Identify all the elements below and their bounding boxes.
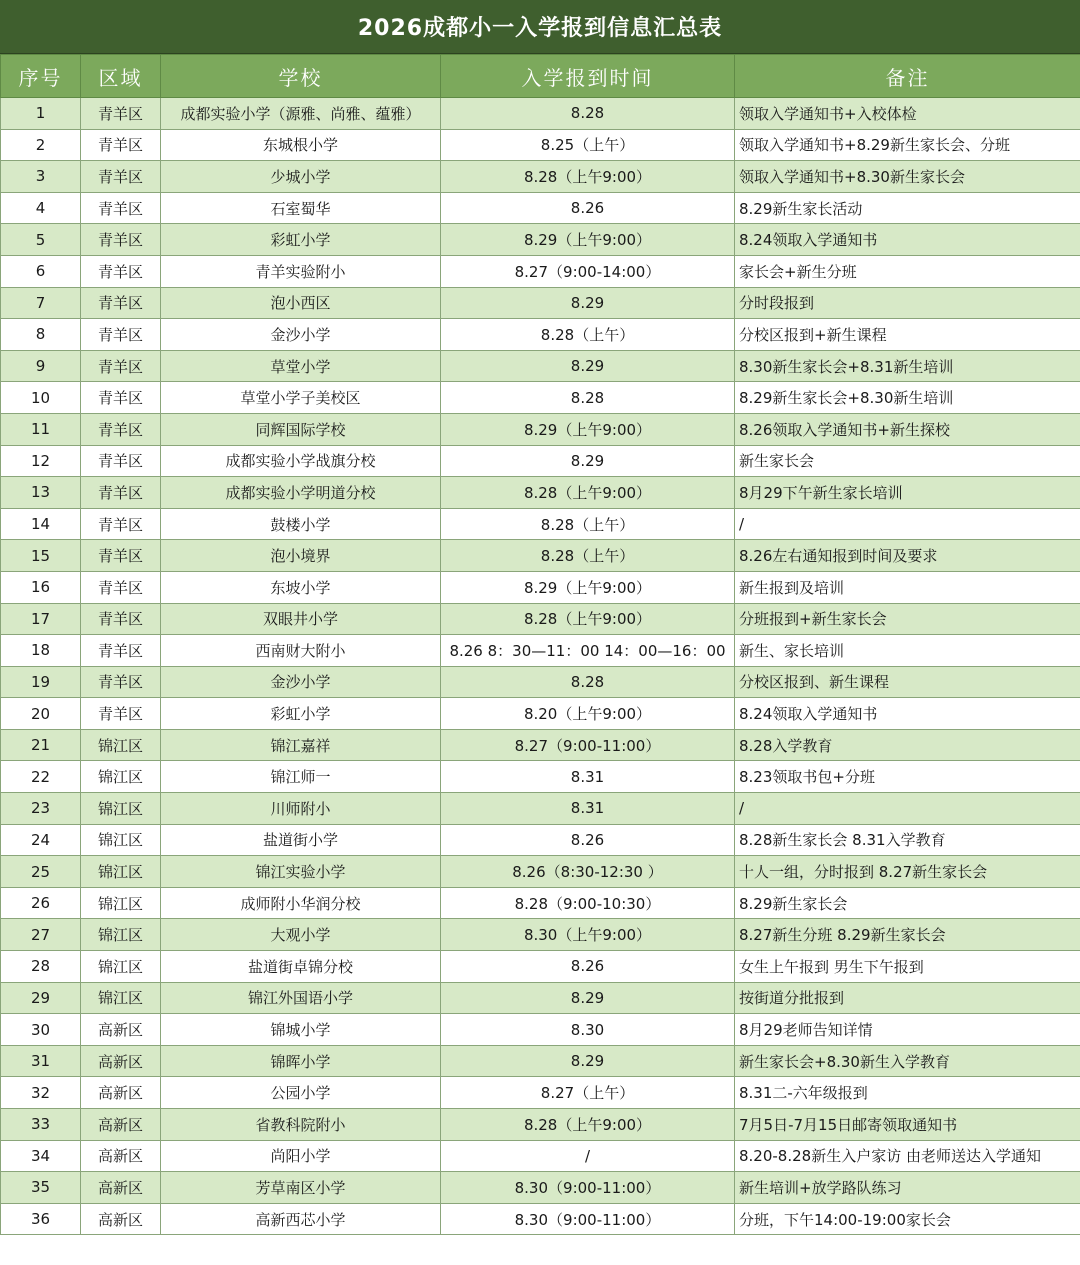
cell-report-time: 8.29: [441, 445, 735, 477]
cell-report-time: 8.30（上午9:00）: [441, 919, 735, 951]
cell-district: 青羊区: [81, 666, 161, 698]
table-body: [1, 98, 1080, 1235]
cell-report-time: 8.26: [441, 192, 735, 224]
cell-notes: 按街道分批报到: [735, 982, 1080, 1014]
table-row: [1, 508, 1080, 540]
cell-district: 高新区: [81, 1045, 161, 1077]
cell-report-time: 8.26 8：30—11：00 14：00—16：00: [441, 635, 735, 667]
cell-serial: 32: [1, 1077, 81, 1109]
cell-district: 青羊区: [81, 603, 161, 635]
cell-notes: 8月29下午新生家长培训: [735, 477, 1080, 509]
cell-district: 青羊区: [81, 287, 161, 319]
cell-notes: 新生报到及培训: [735, 571, 1080, 603]
cell-report-time: 8.27（9:00-14:00）: [441, 255, 735, 287]
cell-notes: 8.30新生家长会+8.31新生培训: [735, 350, 1080, 382]
cell-serial: 3: [1, 161, 81, 193]
cell-serial: 14: [1, 508, 81, 540]
cell-district: 青羊区: [81, 477, 161, 509]
cell-report-time: 8.26: [441, 824, 735, 856]
header-notes: 备注: [735, 55, 1080, 98]
cell-serial: 35: [1, 1172, 81, 1204]
cell-notes: 新生家长会: [735, 445, 1080, 477]
cell-district: 青羊区: [81, 224, 161, 256]
cell-school: 盐道街卓锦分校: [161, 951, 441, 983]
cell-district: 高新区: [81, 1140, 161, 1172]
cell-notes: 8.24领取入学通知书: [735, 698, 1080, 730]
cell-serial: 20: [1, 698, 81, 730]
cell-serial: 16: [1, 571, 81, 603]
cell-school: 省教科院附小: [161, 1109, 441, 1141]
cell-serial: 2: [1, 129, 81, 161]
cell-serial: 8: [1, 319, 81, 351]
cell-report-time: 8.28: [441, 382, 735, 414]
table-row: [1, 540, 1080, 572]
cell-notes: /: [735, 508, 1080, 540]
cell-report-time: 8.29: [441, 982, 735, 1014]
cell-report-time: 8.28（上午9:00）: [441, 603, 735, 635]
cell-report-time: 8.27（上午）: [441, 1077, 735, 1109]
table-row: [1, 919, 1080, 951]
table-row: [1, 856, 1080, 888]
cell-serial: 25: [1, 856, 81, 888]
table-row: [1, 571, 1080, 603]
table-row: [1, 382, 1080, 414]
cell-serial: 27: [1, 919, 81, 951]
cell-notes: 8.28新生家长会 8.31入学教育: [735, 824, 1080, 856]
table-row: [1, 761, 1080, 793]
cell-serial: 21: [1, 729, 81, 761]
cell-notes: 8.20-8.28新生入户家访 由老师送达入学通知: [735, 1140, 1080, 1172]
cell-district: 锦江区: [81, 951, 161, 983]
cell-notes: 领取入学通知书+8.30新生家长会: [735, 161, 1080, 193]
table-row: [1, 1014, 1080, 1046]
cell-district: 青羊区: [81, 540, 161, 572]
cell-district: 锦江区: [81, 982, 161, 1014]
cell-notes: 8.24领取入学通知书: [735, 224, 1080, 256]
cell-serial: 26: [1, 887, 81, 919]
cell-school: 锦江外国语小学: [161, 982, 441, 1014]
cell-serial: 24: [1, 824, 81, 856]
table-row: [1, 224, 1080, 256]
cell-district: 青羊区: [81, 413, 161, 445]
cell-serial: 31: [1, 1045, 81, 1077]
cell-district: 青羊区: [81, 350, 161, 382]
cell-school: 同辉国际学校: [161, 413, 441, 445]
cell-notes: 7月5日-7月15日邮寄领取通知书: [735, 1109, 1080, 1141]
table-row: [1, 793, 1080, 825]
cell-notes: 8.29新生家长活动: [735, 192, 1080, 224]
cell-district: 高新区: [81, 1203, 161, 1235]
cell-notes: 十人一组，分时报到 8.27新生家长会: [735, 856, 1080, 888]
cell-report-time: 8.28（上午9:00）: [441, 477, 735, 509]
cell-notes: 新生、家长培训: [735, 635, 1080, 667]
cell-district: 锦江区: [81, 856, 161, 888]
cell-report-time: 8.28（上午）: [441, 540, 735, 572]
cell-serial: 30: [1, 1014, 81, 1046]
cell-school: 西南财大附小: [161, 635, 441, 667]
cell-notes: 家长会+新生分班: [735, 255, 1080, 287]
cell-report-time: 8.30（9:00-11:00）: [441, 1172, 735, 1204]
cell-report-time: 8.28: [441, 98, 735, 130]
cell-report-time: 8.26（8:30-12:30 ）: [441, 856, 735, 888]
table-row: [1, 729, 1080, 761]
cell-district: 青羊区: [81, 98, 161, 130]
table-row: [1, 951, 1080, 983]
cell-school: 泡小西区: [161, 287, 441, 319]
table-row: [1, 319, 1080, 351]
cell-report-time: 8.31: [441, 793, 735, 825]
sheet-title: 2026成都小一入学报到信息汇总表: [0, 0, 1080, 54]
cell-school: 芳草南区小学: [161, 1172, 441, 1204]
cell-school: 草堂小学子美校区: [161, 382, 441, 414]
cell-report-time: 8.28（9:00-10:30）: [441, 887, 735, 919]
table-row: [1, 1077, 1080, 1109]
table-row: [1, 982, 1080, 1014]
cell-school: 锦晖小学: [161, 1045, 441, 1077]
cell-report-time: 8.28（上午9:00）: [441, 161, 735, 193]
cell-serial: 33: [1, 1109, 81, 1141]
cell-school: 少城小学: [161, 161, 441, 193]
enrollment-table: [0, 54, 1080, 1235]
cell-serial: 23: [1, 793, 81, 825]
header-school: 学校: [161, 55, 441, 98]
cell-school: 双眼井小学: [161, 603, 441, 635]
cell-serial: 34: [1, 1140, 81, 1172]
cell-notes: 新生培训+放学路队练习: [735, 1172, 1080, 1204]
table-row: [1, 477, 1080, 509]
cell-serial: 15: [1, 540, 81, 572]
cell-school: 成都实验小学明道分校: [161, 477, 441, 509]
cell-report-time: 8.28（上午）: [441, 508, 735, 540]
cell-school: 尚阳小学: [161, 1140, 441, 1172]
cell-notes: 分时段报到: [735, 287, 1080, 319]
cell-district: 青羊区: [81, 192, 161, 224]
cell-district: 青羊区: [81, 382, 161, 414]
cell-district: 锦江区: [81, 887, 161, 919]
cell-district: 青羊区: [81, 255, 161, 287]
cell-school: 锦江实验小学: [161, 856, 441, 888]
cell-serial: 13: [1, 477, 81, 509]
cell-notes: 8.26领取入学通知书+新生探校: [735, 413, 1080, 445]
cell-notes: 领取入学通知书+入校体检: [735, 98, 1080, 130]
cell-district: 青羊区: [81, 161, 161, 193]
cell-report-time: 8.29（上午9:00）: [441, 413, 735, 445]
cell-report-time: 8.28（上午）: [441, 319, 735, 351]
cell-district: 锦江区: [81, 793, 161, 825]
cell-school: 公园小学: [161, 1077, 441, 1109]
cell-serial: 19: [1, 666, 81, 698]
cell-notes: 8.28入学教育: [735, 729, 1080, 761]
cell-report-time: 8.20（上午9:00）: [441, 698, 735, 730]
table-row: [1, 98, 1080, 130]
table-row: [1, 255, 1080, 287]
table-row: [1, 824, 1080, 856]
cell-school: 锦城小学: [161, 1014, 441, 1046]
cell-school: 川师附小: [161, 793, 441, 825]
cell-notes: 领取入学通知书+8.29新生家长会、分班: [735, 129, 1080, 161]
cell-report-time: 8.28（上午9:00）: [441, 1109, 735, 1141]
cell-serial: 11: [1, 413, 81, 445]
cell-notes: 8.29新生家长会+8.30新生培训: [735, 382, 1080, 414]
cell-notes: 新生家长会+8.30新生入学教育: [735, 1045, 1080, 1077]
cell-notes: 8.27新生分班 8.29新生家长会: [735, 919, 1080, 951]
header-report-time: 入学报到时间: [441, 55, 735, 98]
table-row: [1, 603, 1080, 635]
cell-school: 彩虹小学: [161, 698, 441, 730]
cell-report-time: 8.25（上午）: [441, 129, 735, 161]
cell-district: 青羊区: [81, 319, 161, 351]
table-row: [1, 413, 1080, 445]
cell-serial: 10: [1, 382, 81, 414]
table-row: [1, 1109, 1080, 1141]
cell-report-time: 8.30: [441, 1014, 735, 1046]
cell-report-time: 8.29（上午9:00）: [441, 571, 735, 603]
cell-school: 锦江师一: [161, 761, 441, 793]
cell-serial: 1: [1, 98, 81, 130]
cell-notes: 分班，下午14:00-19:00家长会: [735, 1203, 1080, 1235]
cell-district: 青羊区: [81, 635, 161, 667]
cell-serial: 12: [1, 445, 81, 477]
cell-notes: 8.26左右通知报到时间及要求: [735, 540, 1080, 572]
cell-school: 大观小学: [161, 919, 441, 951]
cell-serial: 6: [1, 255, 81, 287]
cell-report-time: 8.30（9:00-11:00）: [441, 1203, 735, 1235]
table-row: [1, 1172, 1080, 1204]
cell-school: 高新西芯小学: [161, 1203, 441, 1235]
cell-school: 泡小境界: [161, 540, 441, 572]
cell-notes: 8.23领取书包+分班: [735, 761, 1080, 793]
table-row: [1, 698, 1080, 730]
cell-district: 青羊区: [81, 698, 161, 730]
cell-report-time: /: [441, 1140, 735, 1172]
cell-school: 彩虹小学: [161, 224, 441, 256]
cell-serial: 28: [1, 951, 81, 983]
table-row: [1, 192, 1080, 224]
cell-district: 高新区: [81, 1077, 161, 1109]
cell-report-time: 8.29: [441, 350, 735, 382]
cell-school: 成师附小华润分校: [161, 887, 441, 919]
table-row: [1, 445, 1080, 477]
cell-report-time: 8.28: [441, 666, 735, 698]
cell-serial: 9: [1, 350, 81, 382]
cell-school: 东坡小学: [161, 571, 441, 603]
cell-district: 锦江区: [81, 824, 161, 856]
cell-district: 高新区: [81, 1109, 161, 1141]
cell-notes: 8.31二-六年级报到: [735, 1077, 1080, 1109]
table-row: [1, 666, 1080, 698]
cell-school: 草堂小学: [161, 350, 441, 382]
table-row: [1, 129, 1080, 161]
cell-notes: 分班报到+新生家长会: [735, 603, 1080, 635]
cell-school: 金沙小学: [161, 319, 441, 351]
cell-report-time: 8.29: [441, 287, 735, 319]
cell-serial: 36: [1, 1203, 81, 1235]
cell-district: 高新区: [81, 1172, 161, 1204]
cell-notes: /: [735, 793, 1080, 825]
cell-school: 鼓楼小学: [161, 508, 441, 540]
cell-serial: 7: [1, 287, 81, 319]
cell-district: 青羊区: [81, 508, 161, 540]
cell-district: 高新区: [81, 1014, 161, 1046]
cell-district: 青羊区: [81, 445, 161, 477]
cell-district: 青羊区: [81, 571, 161, 603]
cell-serial: 4: [1, 192, 81, 224]
header-row: [1, 55, 1080, 98]
cell-serial: 17: [1, 603, 81, 635]
cell-school: 成都实验小学战旗分校: [161, 445, 441, 477]
cell-report-time: 8.31: [441, 761, 735, 793]
cell-notes: 女生上午报到 男生下午报到: [735, 951, 1080, 983]
table-row: [1, 350, 1080, 382]
table-row: [1, 635, 1080, 667]
cell-school: 金沙小学: [161, 666, 441, 698]
cell-district: 锦江区: [81, 919, 161, 951]
table-row: [1, 161, 1080, 193]
cell-school: 东城根小学: [161, 129, 441, 161]
table-row: [1, 1045, 1080, 1077]
cell-serial: 29: [1, 982, 81, 1014]
table-row: [1, 1140, 1080, 1172]
cell-school: 青羊实验附小: [161, 255, 441, 287]
cell-district: 锦江区: [81, 761, 161, 793]
header-district: 区域: [81, 55, 161, 98]
cell-school: 成都实验小学（源雅、尚雅、蕴雅）: [161, 98, 441, 130]
cell-report-time: 8.29: [441, 1045, 735, 1077]
cell-notes: 8月29老师告知详情: [735, 1014, 1080, 1046]
cell-report-time: 8.26: [441, 951, 735, 983]
cell-notes: 8.29新生家长会: [735, 887, 1080, 919]
table-row: [1, 887, 1080, 919]
header-serial: 序号: [1, 55, 81, 98]
cell-report-time: 8.27（9:00-11:00）: [441, 729, 735, 761]
cell-school: 石室蜀华: [161, 192, 441, 224]
cell-serial: 22: [1, 761, 81, 793]
cell-notes: 分校区报到+新生课程: [735, 319, 1080, 351]
cell-report-time: 8.29（上午9:00）: [441, 224, 735, 256]
cell-district: 锦江区: [81, 729, 161, 761]
table-row: [1, 287, 1080, 319]
table-row: [1, 1203, 1080, 1235]
cell-serial: 18: [1, 635, 81, 667]
cell-school: 锦江嘉祥: [161, 729, 441, 761]
cell-notes: 分校区报到、新生课程: [735, 666, 1080, 698]
cell-serial: 5: [1, 224, 81, 256]
cell-district: 青羊区: [81, 129, 161, 161]
cell-school: 盐道街小学: [161, 824, 441, 856]
